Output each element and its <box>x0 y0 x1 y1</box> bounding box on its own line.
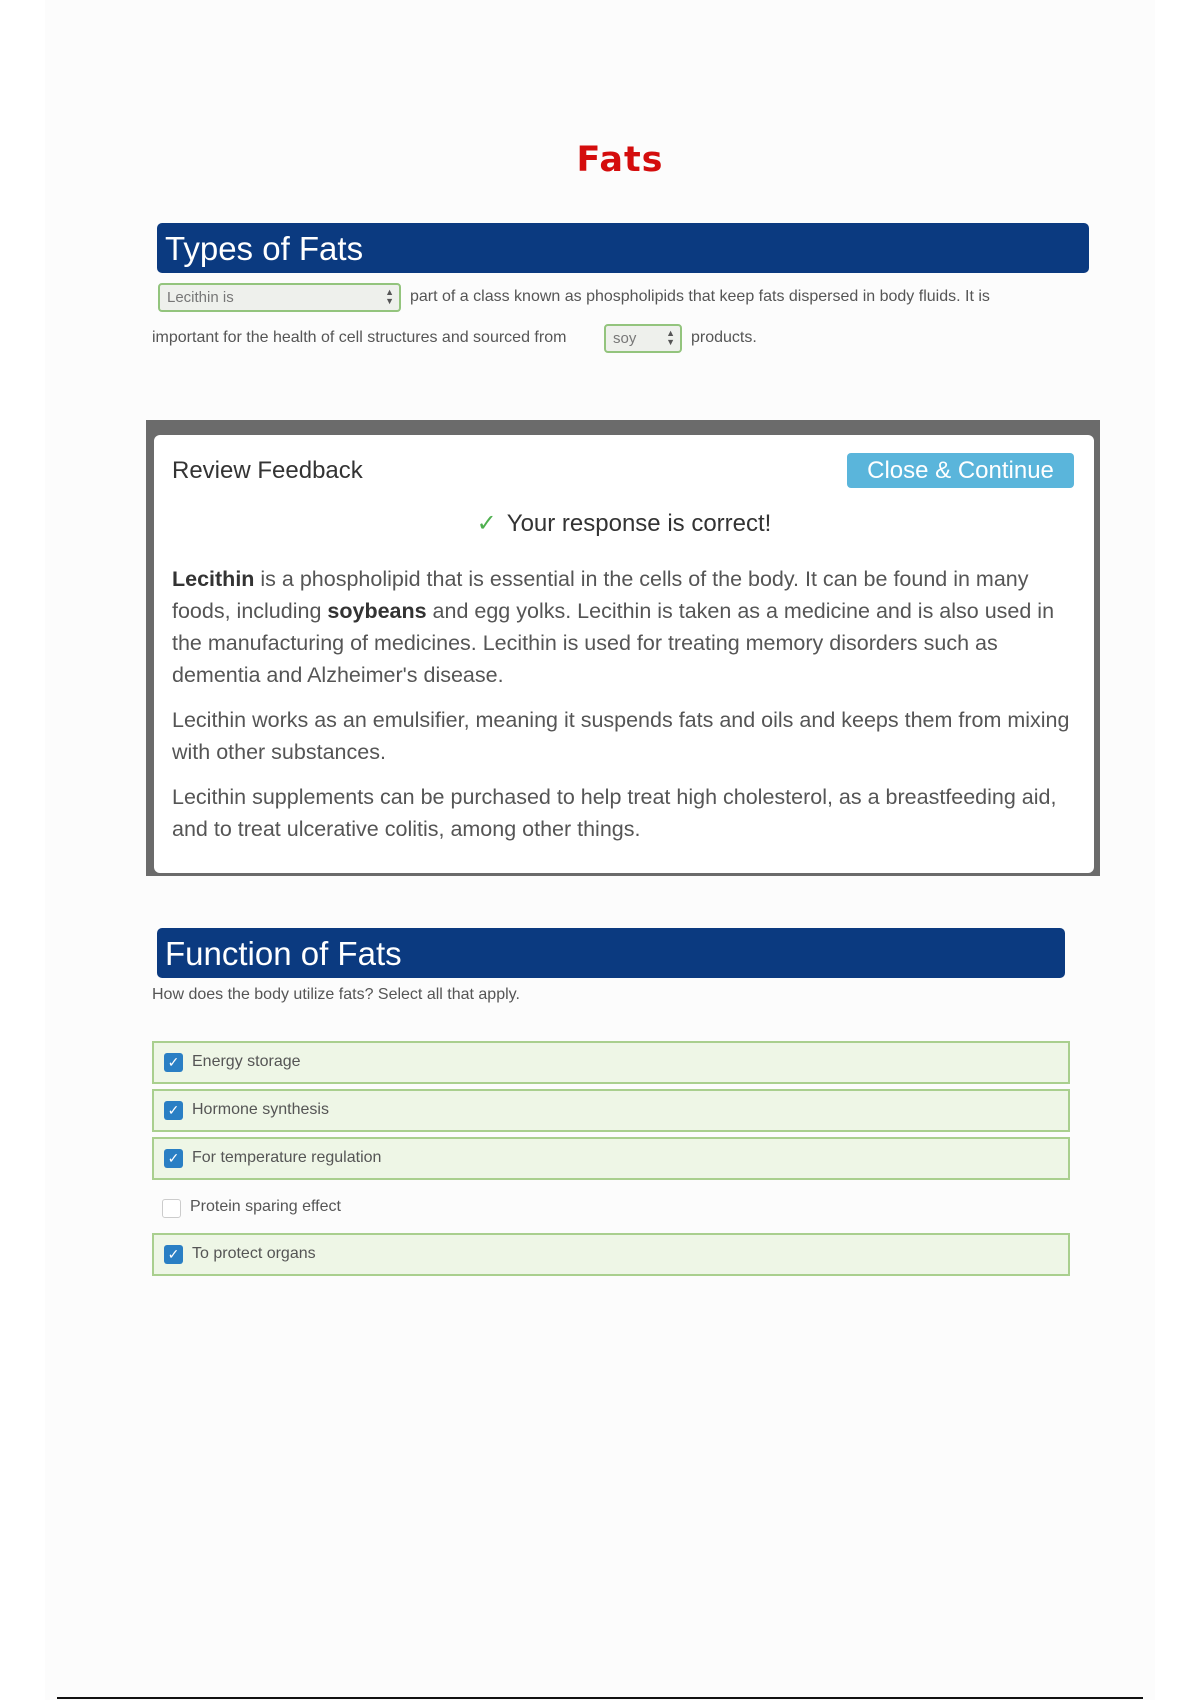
paragraph-text: is a phospholipid that is essential in the cells of the body. It can be found in many foods, including <box>172 567 1029 623</box>
checkbox-checked-icon[interactable]: ✓ <box>164 1053 183 1072</box>
lecithin-dropdown[interactable] <box>158 283 401 312</box>
checkbox-checked-icon[interactable]: ✓ <box>164 1245 183 1264</box>
option-temperature-regulation[interactable] <box>152 1137 1070 1180</box>
page-title: Fats <box>576 140 664 180</box>
option-hormone-synthesis[interactable] <box>152 1089 1070 1132</box>
option-label: To protect organs <box>192 1245 316 1262</box>
checkbox-checked-icon[interactable]: ✓ <box>164 1149 183 1168</box>
sentence-part-3: products. <box>691 329 757 346</box>
bold-term: soybeans <box>327 599 427 623</box>
section-header-function-of-fats: Function of Fats <box>157 928 1065 978</box>
source-dropdown[interactable] <box>604 324 682 353</box>
source-dropdown-value: soy <box>613 330 637 347</box>
select-arrows-icon: ▲ ▼ <box>385 287 394 306</box>
checkbox-checked-icon[interactable]: ✓ <box>164 1101 183 1120</box>
option-label: Hormone synthesis <box>192 1101 329 1118</box>
checkbox-unchecked-icon[interactable] <box>162 1199 181 1218</box>
option-label: For temperature regulation <box>192 1149 382 1166</box>
review-feedback-modal <box>154 435 1094 873</box>
feedback-paragraph-3: Lecithin supplements can be purchased to help treat high cholesterol, as a breastfeeding aid, and to treat ulcerative colitis, among other things. <box>172 785 1057 841</box>
sentence-part-2: important for the health of cell structures and sourced from <box>152 329 567 346</box>
sentence-part-1: part of a class known as phospholipids that keep fats dispersed in body fluids. It is <box>410 288 990 305</box>
feedback-paragraph-1 <box>172 563 1072 691</box>
option-energy-storage[interactable] <box>152 1041 1070 1084</box>
option-protect-organs[interactable] <box>152 1233 1070 1276</box>
feedback-paragraph-2: Lecithin works as an emulsifier, meaning it suspends fats and oils and keeps them from mixing with other substances. <box>172 708 1070 764</box>
option-label: Energy storage <box>192 1053 301 1070</box>
close-continue-button[interactable]: Close & Continue <box>847 453 1074 488</box>
question-text: How does the body utilize fats? Select all that apply. <box>152 986 520 1003</box>
result-text: Your response is correct! <box>506 510 772 537</box>
checkmark-icon: ✓ <box>476 510 497 537</box>
lecithin-dropdown-value: Lecithin is <box>167 289 234 306</box>
result-message <box>154 509 1094 538</box>
paragraph-text: and egg yolks. Lecithin is taken as a medicine and is also used in the manufacturing of medicines. Lecithin is used for treating memory disorders such as dementia and Alzheimer's disease. <box>172 599 1055 687</box>
section-header-types-of-fats: Types of Fats <box>157 223 1089 273</box>
option-protein-sparing[interactable] <box>152 1187 1070 1230</box>
modal-title: Review Feedback <box>172 457 363 484</box>
select-arrows-icon: ▲ ▼ <box>666 328 675 347</box>
page-bottom-rule <box>57 1697 1143 1699</box>
option-label: Protein sparing effect <box>190 1198 341 1215</box>
bold-term: Lecithin <box>172 567 255 591</box>
